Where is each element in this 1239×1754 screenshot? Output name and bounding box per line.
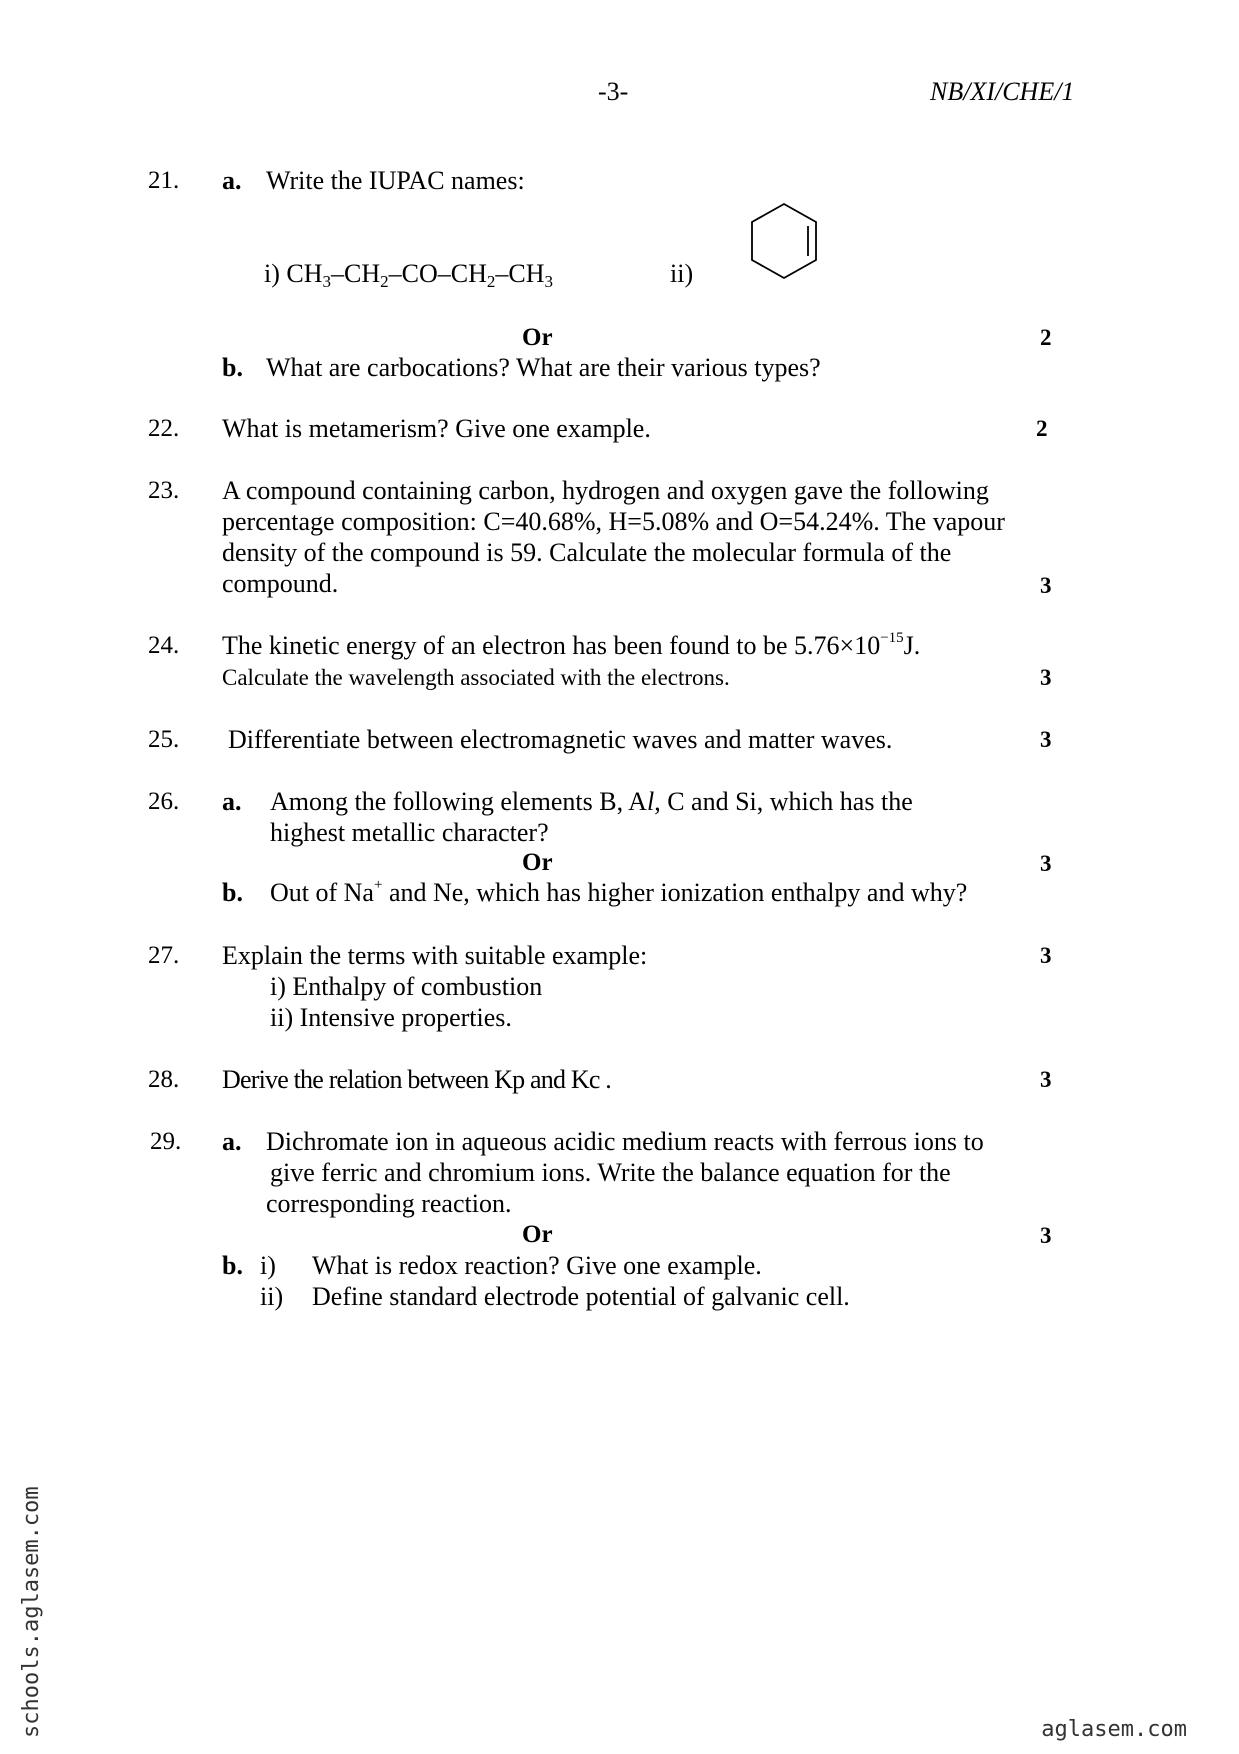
q22-number: 22. [148,415,180,442]
q26-b-text-post: and Ne, which has higher ionization enthalpy and why? [382,878,968,907]
q21-formula [286,259,554,291]
q24-line-1-text: The kinetic energy of an electron has been found to be 5.76×10 [222,631,881,660]
q23-line-2: percentage composition: C=40.68%, H=5.08% and O=54.24%. The vapour [222,507,1005,536]
q23-line-3: density of the compound is 59. Calculate the molecular formula of the [222,538,952,567]
q26-b-text-pre: Out of Na [270,878,374,907]
q25-mark: 3 [1040,727,1052,752]
q26-number: 26. [148,788,180,815]
q26-b-superscript: + [373,877,383,893]
q21-a-text: Write the IUPAC names: [266,166,525,195]
q26-a-italic: l [646,787,655,816]
q26-a-text-post: , C and Si, which has the [654,787,913,816]
q27-item-1: i) Enthalpy of combustion [270,972,543,1001]
formula-part: –CH [331,259,381,288]
q27-number: 27. [148,942,180,969]
q21-formula-i [264,258,553,289]
q29-b-item-2-label: ii) [260,1282,284,1311]
formula-part: –CH [495,259,545,288]
q29-a-line-2: give ferric and chromium ions. Write the balance equation for the [270,1158,951,1187]
q21-or: Or [522,324,553,351]
q28-mark: 3 [1040,1067,1052,1092]
q23-number: 23. [148,477,180,504]
q26-a-line-1 [270,786,913,817]
q27-text: Explain the terms with suitable example: [222,941,648,970]
q28-text: Derive the relation between Kp and Kc . [222,1065,611,1094]
q26-a-text-pre: Among the following elements B, A [270,787,647,816]
q24-unit: J. [903,631,921,660]
q21-i-label: i) [264,259,280,288]
q21-number: 21. [148,167,180,194]
formula-subscript: 3 [544,272,554,291]
q28-number: 28. [148,1066,180,1093]
q23-mark: 3 [1040,573,1052,598]
q27-mark: 3 [1040,943,1052,968]
q27-item-2: ii) Intensive properties. [270,1003,512,1032]
q21-a-label: a. [222,166,242,195]
q24-number: 24. [148,632,180,659]
cyclohexene-structure [748,200,820,280]
q25-text: Differentiate between electromagnetic waves and matter waves. [228,725,893,754]
q29-a-line-1: Dichromate ion in aqueous acidic medium reacts with ferrous ions to [266,1127,984,1156]
side-watermark: schools.aglasem.com [19,1486,44,1738]
q29-a-label: a. [222,1127,242,1156]
paper-code: NB/XI/CHE/1 [930,77,1075,106]
q26-or: Or [522,849,553,876]
formula-part: –CO–CH [388,259,487,288]
formula-subscript: 3 [322,272,332,291]
q26-b-label: b. [222,878,243,907]
q24-exponent: −15 [880,630,904,646]
formula-subscript: 2 [486,272,496,291]
q26-a-line-2: highest metallic character? [270,818,549,847]
q29-b-item-1-text: What is redox reaction? Give one example. [312,1251,762,1280]
q21-b-text: What are carbocations? What are their various types? [266,353,821,382]
q23-line-4: compound. [222,569,339,598]
q29-mark: 3 [1040,1223,1052,1248]
q22-mark: 2 [1036,416,1048,441]
q29-b-label: b. [222,1251,243,1280]
q26-mark: 3 [1040,851,1052,876]
footer-watermark: aglasem.com [1041,1717,1187,1742]
q23-line-1: A compound containing carbon, hydrogen and oxygen gave the following [222,476,989,505]
q24-line-1 [222,630,920,661]
q25-number: 25. [148,726,180,753]
q21-ii-label: ii) [670,259,694,288]
q22-text: What is metamerism? Give one example. [222,414,651,443]
q29-or: Or [522,1221,553,1248]
page-number: -3- [598,77,629,106]
q21-mark: 2 [1040,325,1052,350]
q24-line-2: Calculate the wavelength associated with the electrons. [222,665,730,690]
q29-a-line-3: corresponding reaction. [266,1189,512,1218]
q29-b-item-2-text: Define standard electrode potential of galvanic cell. [312,1282,850,1311]
formula-part: CH [286,259,323,288]
q29-number: 29. [150,1128,182,1155]
q26-a-label: a. [222,787,242,816]
q26-b-text [270,877,967,908]
formula-subscript: 2 [380,272,389,291]
q24-mark: 3 [1040,665,1052,690]
hexagon-ring [752,204,816,278]
q29-b-item-1-label: i) [260,1251,276,1280]
q21-b-label: b. [222,353,243,382]
